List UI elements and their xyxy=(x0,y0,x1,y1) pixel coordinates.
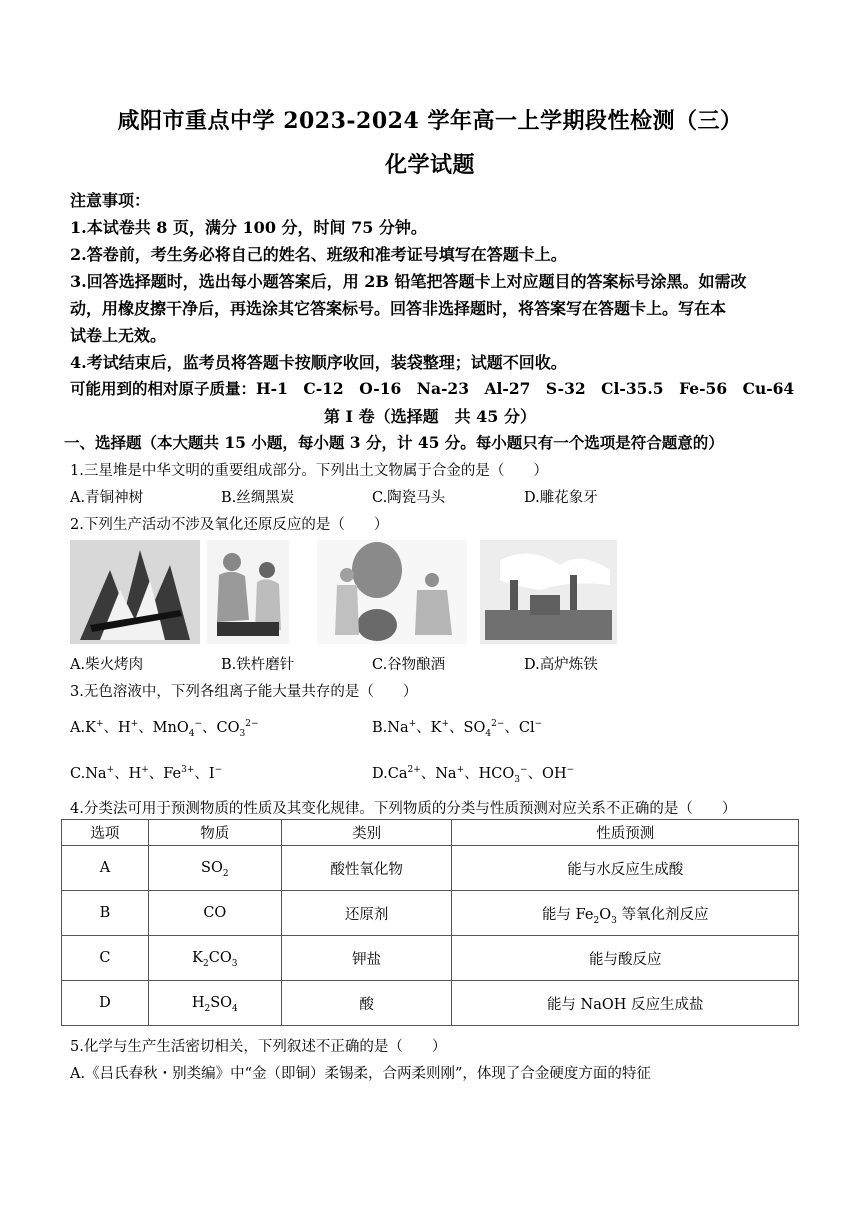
q3-option-c: C.Na+、H+、$Fe^{3+}$、I− xyxy=(70,765,223,782)
q3-option-a: A.K+、H+、MnO$_4$−、$CO_3^{2-}$ xyxy=(70,719,259,739)
q4-table xyxy=(61,819,799,1026)
atomic-masses: 可能用到的相对原子质量：H-1 C-12 O-16 Na-23 Al-27 S-32 Cl-35.5 Fe-56 Cu-64 xyxy=(70,379,795,398)
row-substance: $H_2SO_4$ xyxy=(148,981,281,1026)
row-category: 酸 xyxy=(281,981,452,1026)
notice-item: 试卷上无效。 xyxy=(70,326,167,345)
brewing-illustration xyxy=(317,540,467,644)
row-option: D xyxy=(62,981,149,1026)
header-substance: 物质 xyxy=(148,820,281,846)
q3-option-d: $D.Ca^{2+}$、Na+、$HCO_3^-$、OH− xyxy=(372,765,575,785)
table-row xyxy=(62,936,799,981)
row-option: B xyxy=(62,891,149,936)
row-substance: $K_2CO_3$ xyxy=(148,936,281,981)
header-prediction: 性质预测 xyxy=(452,820,799,846)
q5-option-a: A.《吕氏春秋・别类编》中“金（即铜）柔锡柔，合两柔则刚”，体现了合金硬度方面的特征 xyxy=(70,1066,651,1082)
row-category: 还原剂 xyxy=(281,891,452,936)
q3-option-b: B.Na+、K+、$SO_4^{2-}$、Cl− xyxy=(372,719,543,739)
row-substance: $SO_2$ xyxy=(148,846,281,891)
table-row xyxy=(62,891,799,936)
q3-option-c-label: C. xyxy=(70,766,86,782)
table-row xyxy=(62,981,799,1026)
row-option: C xyxy=(62,936,149,981)
furnace-illustration xyxy=(480,540,617,644)
prediction-suffix: 等氧化剂反应 xyxy=(616,906,709,923)
image-bonfire-roasting xyxy=(70,540,200,644)
row-prediction: 能与酸反应 xyxy=(452,936,799,981)
q3-option-d-label: D. xyxy=(372,766,388,782)
q2-option-b: B.铁杵磨针 xyxy=(221,657,295,673)
q3-option-a-label: A. xyxy=(70,720,86,736)
notice-item: 动，用橡皮擦干净后，再选涂其它答案标号。回答非选择题时，将答案写在答题卡上。写在本 xyxy=(70,299,727,318)
notice-item: 2.答卷前，考生务必将自己的姓名、班级和准考证号填写在答题卡上。 xyxy=(70,245,567,264)
notice-item: 4.考试结束后，监考员将答题卡按顺序收回，装袋整理；试题不回收。 xyxy=(70,353,567,372)
exam-title: 咸阳市重点中学 2023-2024 学年高一上学期段性检测（三） xyxy=(117,108,743,134)
fire-illustration xyxy=(70,540,200,644)
q2-option-d: D.高炉炼铁 xyxy=(524,657,598,673)
row-substance: CO xyxy=(148,891,281,936)
row-prediction: 能与 $Fe_2O_3$ 等氧化剂反应 xyxy=(452,891,799,936)
row-option: A xyxy=(62,846,149,891)
q1-option-c: C.陶瓷马头 xyxy=(372,490,446,506)
image-grain-wine xyxy=(317,540,467,644)
prediction-prefix: 能与 xyxy=(542,906,576,923)
q4-stem: 4.分类法可用于预测物质的性质及其变化规律。下列物质的分类与性质预测对应关系不正确的是（ ） xyxy=(70,801,737,817)
row-category: 酸性氧化物 xyxy=(281,846,452,891)
grinding-illustration xyxy=(207,540,289,644)
row-prediction: 能与 NaOH 反应生成盐 xyxy=(452,981,799,1026)
image-blast-furnace xyxy=(480,540,617,644)
notice-item: 1.本试卷共 8 页，满分 100 分，时间 75 分钟。 xyxy=(70,218,427,237)
q1-option-b: B.丝绸黑炭 xyxy=(221,490,295,506)
section-title: 一、选择题（本大题共 15 小题，每小题 3 分，计 45 分。每小题只有一个选项是符合题意的） xyxy=(64,433,724,452)
q1-option-d: D.雕花象牙 xyxy=(524,490,598,506)
table-row xyxy=(62,846,799,891)
q3-stem: 3.无色溶液中，下列各组离子能大量共存的是（ ） xyxy=(70,684,418,700)
q2-option-a: A.柴火烤肉 xyxy=(70,657,144,673)
q1-stem: 1.三星堆是中华文明的重要组成部分。下列出土文物属于合金的是（ ） xyxy=(70,463,548,479)
notice-heading: 注意事项： xyxy=(70,191,151,210)
notice-item: 3.回答选择题时，选出每小题答案后，用 2B 铅笔把答题卡上对应题目的答案标号涂黑。如需改 xyxy=(70,272,747,291)
image-iron-pestle xyxy=(207,540,289,644)
part1-title: 第 I 卷（选择题 共 45 分） xyxy=(323,407,537,426)
header-category: 类别 xyxy=(281,820,452,846)
header-option: 选项 xyxy=(62,820,149,846)
table-header-row xyxy=(62,820,799,846)
q2-option-c: C.谷物酿酒 xyxy=(372,657,446,673)
row-category: 钾盐 xyxy=(281,936,452,981)
q2-stem: 2.下列生产活动不涉及氧化还原反应的是（ ） xyxy=(70,517,389,533)
row-prediction: 能与水反应生成酸 xyxy=(452,846,799,891)
q1-option-a: A.青铜神树 xyxy=(70,490,144,506)
q5-stem: 5.化学与生产生活密切相关，下列叙述不正确的是（ ） xyxy=(70,1039,447,1055)
exam-subtitle: 化学试题 xyxy=(384,152,475,178)
q3-option-b-label: B. xyxy=(372,720,388,736)
